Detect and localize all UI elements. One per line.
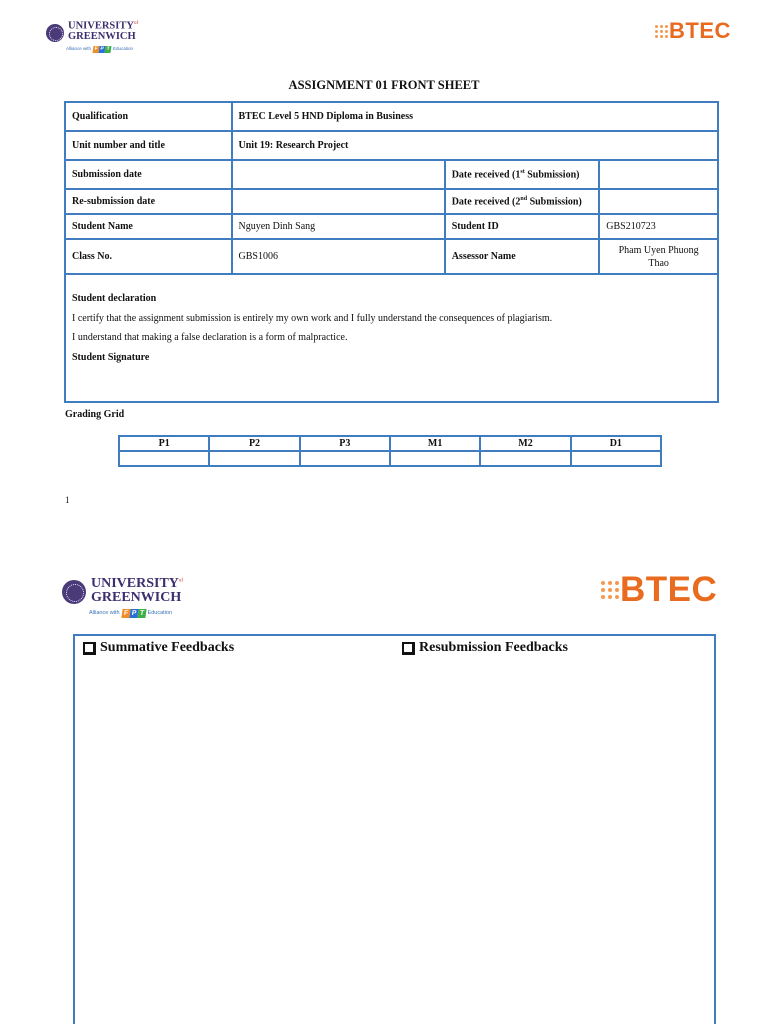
- university-seal-icon: [62, 580, 86, 604]
- grade-cell[interactable]: [390, 451, 480, 466]
- resubmission-checkbox-icon[interactable]: [402, 642, 414, 654]
- university-name-line1: UNIVERSITY: [91, 576, 179, 591]
- student-declaration: [65, 274, 718, 402]
- class-value: GBS1006: [232, 239, 445, 274]
- unit-value: Unit 19: Research Project: [232, 131, 718, 160]
- summative-feedback-label: Summative Feedbacks: [100, 640, 235, 655]
- summative-checkbox-icon[interactable]: [83, 642, 95, 654]
- assessor-value: Pham Uyen Phuong Thao: [599, 239, 718, 274]
- grading-header-row: [119, 436, 661, 451]
- assessor-label: Assessor Name: [445, 239, 600, 274]
- grade-col-p3: P3: [300, 436, 390, 451]
- table-row: [65, 102, 718, 131]
- table-row: [65, 189, 718, 214]
- table-row: [65, 274, 718, 402]
- grade-cell[interactable]: [480, 451, 570, 466]
- declaration-heading: Student declaration: [72, 293, 157, 304]
- table-row: [65, 239, 718, 274]
- declaration-line-1: I certify that the assignment submission is entirely my own work and I fully understand the consequences of plagiarism.: [72, 312, 553, 324]
- btec-logo: BTEC: [601, 570, 717, 610]
- university-of-greenwich-logo: $UNIVERSITY^{of}$ GREENWICH Alliance with F P T Education: [62, 577, 183, 618]
- assignment-info-table: [64, 101, 719, 403]
- student-id-label: Student ID: [445, 214, 600, 239]
- grade-cell[interactable]: [209, 451, 299, 466]
- table-row: [65, 214, 718, 239]
- grading-value-row: [119, 451, 661, 466]
- university-name-line1: UNIVERSITY: [68, 20, 134, 32]
- table-row: [65, 131, 718, 160]
- university-name-line2: GREENWICH: [91, 590, 182, 605]
- alliance-tagline: Alliance with F P T Education: [66, 45, 134, 52]
- fpt-logo: F P T: [94, 45, 111, 52]
- submission-date-label: Submission date: [65, 160, 232, 189]
- btec-dots-icon: [655, 25, 668, 38]
- unit-label: Unit number and title: [65, 131, 232, 160]
- summative-feedback-heading: [83, 640, 234, 656]
- grade-col-m2: M2: [480, 436, 570, 451]
- student-id-value: GBS210723: [599, 214, 718, 239]
- signature-label: Student Signature: [72, 351, 150, 363]
- grade-col-d1: D1: [571, 436, 661, 451]
- resubmission-feedback-label: Resubmission Feedbacks: [419, 640, 568, 655]
- table-row: [65, 160, 718, 189]
- student-name-value: Nguyen Dinh Sang: [232, 214, 445, 239]
- page-number: 1: [65, 495, 70, 505]
- alliance-tagline: Alliance with F P T Education: [89, 609, 173, 617]
- grade-cell[interactable]: [571, 451, 661, 466]
- university-seal-icon: [46, 24, 64, 42]
- qualification-value: BTEC Level 5 HND Diploma in Business: [232, 102, 718, 131]
- date-received-1-label: Date received (1st Submission): [445, 160, 600, 189]
- qualification-label: Qualification: [65, 102, 232, 131]
- university-name-line2: GREENWICH: [68, 31, 136, 42]
- class-label: Class No.: [65, 239, 232, 274]
- grade-col-p2: P2: [209, 436, 299, 451]
- date-received-1-value[interactable]: [599, 160, 718, 189]
- fpt-logo: F P T: [122, 610, 145, 617]
- feedback-box: [73, 634, 716, 1024]
- submission-date-value[interactable]: [232, 160, 445, 189]
- btec-dots-icon: [601, 581, 619, 599]
- student-name-label: Student Name: [65, 214, 232, 239]
- page-title: ASSIGNMENT 01 FRONT SHEET: [288, 78, 480, 92]
- date-received-2-value[interactable]: [599, 189, 718, 214]
- grade-cell[interactable]: [300, 451, 390, 466]
- date-received-2-label: Date received (2nd Submission): [445, 189, 600, 214]
- resubmission-feedback-heading: [402, 640, 568, 656]
- btec-logo: BTEC: [655, 18, 731, 44]
- declaration-line-2: I understand that making a false declaration is a form of malpractice.: [72, 332, 348, 343]
- grade-cell[interactable]: [119, 451, 209, 466]
- resubmission-date-label: Re-submission date: [65, 189, 232, 214]
- grading-grid-label: Grading Grid: [65, 409, 125, 420]
- university-of-greenwich-logo: $UNIVERSITY^{of}$ GREENWICH Alliance with F P T Education: [46, 21, 138, 53]
- grading-grid: [118, 435, 662, 467]
- resubmission-date-value[interactable]: [232, 189, 445, 214]
- grade-col-m1: M1: [390, 436, 480, 451]
- grade-col-p1: P1: [119, 436, 209, 451]
